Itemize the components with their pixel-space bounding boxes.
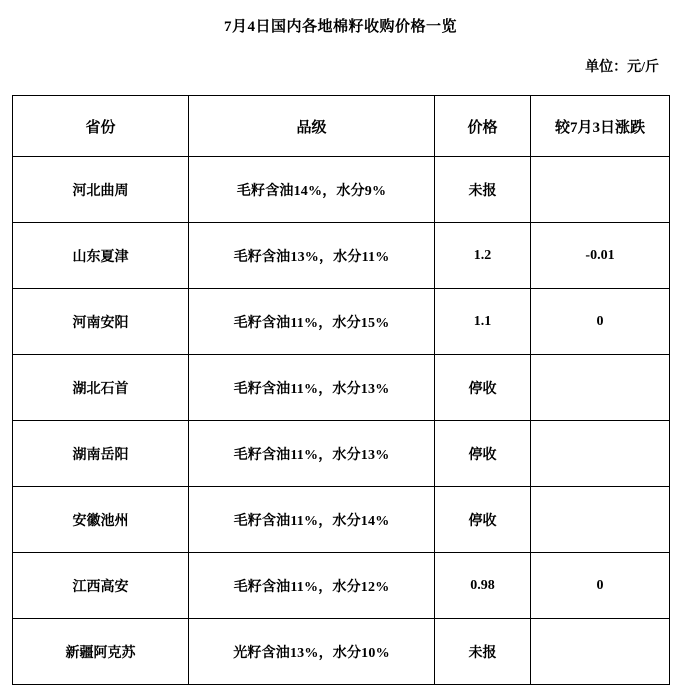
cell-change — [531, 619, 670, 685]
cell-price: 1.1 — [435, 289, 531, 355]
table-row — [13, 619, 670, 685]
table-header-row — [13, 96, 670, 157]
cell-price: 停收 — [435, 487, 531, 553]
cell-province: 湖北石首 — [13, 355, 189, 421]
cell-change: 0 — [531, 289, 670, 355]
column-header-change: 较7月3日涨跌 — [531, 96, 670, 157]
cell-change — [531, 487, 670, 553]
cell-province: 安徽池州 — [13, 487, 189, 553]
cell-province: 河北曲周 — [13, 157, 189, 223]
cell-change — [531, 355, 670, 421]
cell-change: 0 — [531, 553, 670, 619]
unit-note: 单位：元/斤 — [585, 60, 659, 75]
column-header-province: 省份 — [13, 96, 189, 157]
cell-price: 停收 — [435, 355, 531, 421]
table-row — [13, 421, 670, 487]
cell-price: 停收 — [435, 421, 531, 487]
cell-price: 0.98 — [435, 553, 531, 619]
cell-province: 江西高安 — [13, 553, 189, 619]
table-row — [13, 487, 670, 553]
cell-price: 未报 — [435, 157, 531, 223]
table-row — [13, 157, 670, 223]
cell-change: -0.01 — [531, 223, 670, 289]
cell-grade: 毛籽含油13%，水分11% — [189, 223, 435, 289]
cell-grade: 毛籽含油11%，水分13% — [189, 355, 435, 421]
table-body — [13, 157, 670, 685]
page-title: 7月4日国内各地棉籽收购价格一览 — [223, 19, 457, 35]
table-row — [13, 223, 670, 289]
cell-change — [531, 157, 670, 223]
cell-grade: 毛籽含油11%，水分13% — [189, 421, 435, 487]
cell-grade: 光籽含油13%，水分10% — [189, 619, 435, 685]
table-row — [13, 355, 670, 421]
cell-province: 新疆阿克苏 — [13, 619, 189, 685]
cell-province: 湖南岳阳 — [13, 421, 189, 487]
cell-grade: 毛籽含油11%，水分15% — [189, 289, 435, 355]
cottonseed-price-table — [12, 95, 670, 685]
cell-province: 山东夏津 — [13, 223, 189, 289]
cell-price: 1.2 — [435, 223, 531, 289]
price-table-container — [0, 95, 681, 685]
cell-price: 未报 — [435, 619, 531, 685]
table-header — [13, 96, 670, 157]
cell-change — [531, 421, 670, 487]
cell-grade: 毛籽含油11%，水分12% — [189, 553, 435, 619]
table-row — [13, 553, 670, 619]
cell-grade: 毛籽含油11%，水分14% — [189, 487, 435, 553]
column-header-price: 价格 — [435, 96, 531, 157]
cell-province: 河南安阳 — [13, 289, 189, 355]
column-header-grade: 品级 — [189, 96, 435, 157]
table-row — [13, 289, 670, 355]
cell-grade: 毛籽含油14%，水分9% — [189, 157, 435, 223]
